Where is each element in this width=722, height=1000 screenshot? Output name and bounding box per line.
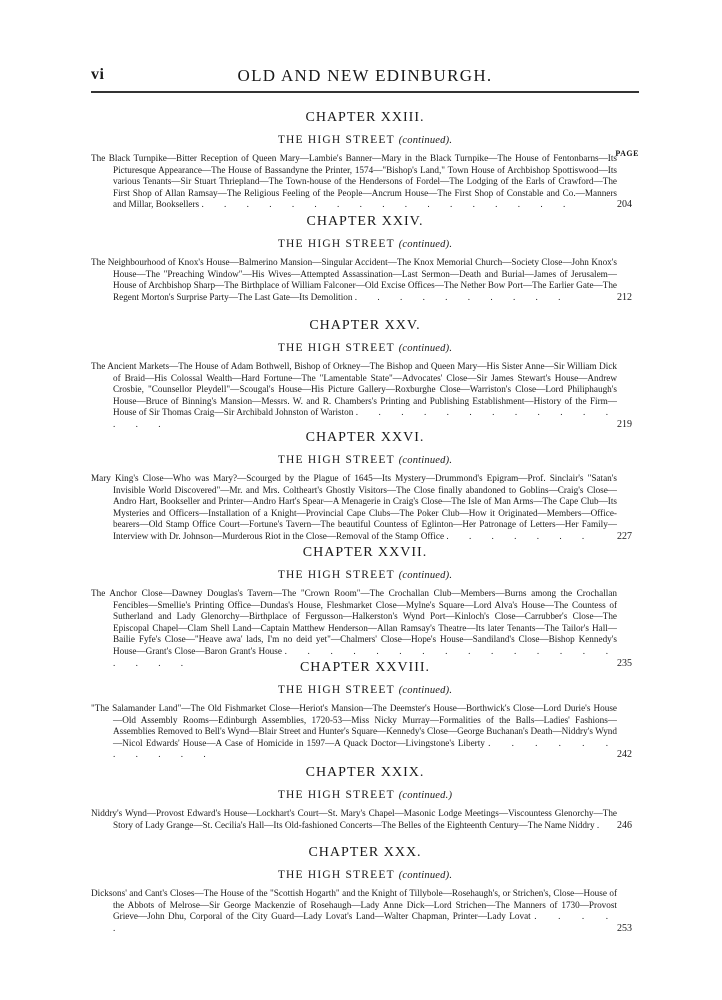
chapter-title: CHAPTER XXV. [309, 318, 421, 333]
chapter-xxiv [91, 214, 639, 303]
chapter-xxvii [91, 545, 639, 669]
chapter-subtitle: THE HIGH STREET (continued). [277, 342, 453, 354]
chapter-title: CHAPTER XXX. [308, 845, 422, 860]
chapter-subtitle: THE HIGH STREET (continued). [277, 238, 453, 250]
page-column-label: PAGE [615, 149, 639, 158]
chapter-summary: The Neighbourhood of Knox's House—Balmerino Mansion—Singular Accident—The Knox Memorial Church—Society Close—John Knox's House—The "Preaching Window"—His Wives—Attempted Assassination—Last Sermon—Death and Burial—James of Jerusalem—House of Archbishop Sharp—The Birthplace of William Falconer—Old Excise Offices—The Nether Bow Port—The Earlier Gate—The Regent Morton's Surprise Party—The Last Gate—Its Demolition . . . . . . . . . . 212 [91, 257, 632, 303]
chapter-summary: The Anchor Close—Dawney Douglas's Tavern—The "Crown Room"—The Crochallan Club—Members—Burns among the Crochallan Fencibles—Smellie's Printing Office—Dundas's House, Fleshmarket Close—Mylne's Square—Lord Alva's House—The Countess of Sutherland and Lady Glenorchy—Birthplace of Fergusson—Halkerston's Wynd Port—Kinloch's Close—Carrubber's Close—The Episcopal Chapel—Clam Shell Land—Captain Matthew Henderson—Allan Ramsay's Theatre—Its later Tenants—The Tailor's Hall—Bailie Fyfe's Close—"Heave awa' lads, I'm no deid yet"—Chalmers' Close—Hope's House—Sandiland's Close—Bishop Kennedy's House—Grant's Close—Baron Grant's House . . . . . . . . . . . . . . . . . . . 235 [91, 588, 632, 669]
chapter-subtitle: THE HIGH STREET (continued). [277, 869, 453, 881]
chapter-subtitle: THE HIGH STREET (continued). [277, 569, 453, 581]
chapter-summary: The Ancient Markets—The House of Adam Bothwell, Bishop of Orkney—The Bishop and Queen Mary—His Sister Anne—Sir William Dick of Braid—His Colossal Wealth—Hard Fortune—The "Lamentable State"—Advocates' Close—Sir James Stewart's House—Andrew Crosbie, "Counsellor Pleydell"—Scougal's House—His Picture Gallery—Roxburghe Close—Warriston's Close—Lord Philiphaugh's House—Bruce of Binning's Mansion—Messrs. W. and R. Chambers's Printing and Publishing Establishment—History of the Firm—House of Sir Thomas Craig—Sir Archibald Johnston of Wariston . . . . . . . . . . . . . . . 219 [91, 361, 632, 430]
chapter-summary: Dicksons' and Cant's Closes—The House of the "Scottish Hogarth" and the Knight of Tillybole—Rosehaugh's, or Strichen's, Close—House of the Abbots of Melrose—Sir George Mackenzie of Rosehaugh—Lady Anne Dick—Lord Strichen—The Manners of 1730—Provost Grieve—John Dhu, Corporal of the City Guard—Lady Lovat's Land—Walter Chapman, Printer—Lady Lovat . . . . . 253 [91, 888, 632, 934]
chapter-xxvi [91, 430, 639, 543]
chapter-title: CHAPTER XXVII. [302, 545, 428, 560]
chapter-xxiii [91, 110, 639, 211]
page-number: vi [91, 66, 105, 83]
chapter-title: CHAPTER XXIV. [306, 214, 424, 229]
chapter-xxviii [91, 660, 639, 761]
chapter-title: CHAPTER XXIII. [305, 110, 425, 125]
chapter-xxx [91, 845, 639, 934]
header-rule [91, 91, 639, 93]
chapter-title: CHAPTER XXVI. [305, 430, 425, 445]
chapter-summary: Mary King's Close—Who was Mary?—Scourged by the Plague of 1645—Its Mystery—Drummond's Epigram—Prof. Sinclair's "Satan's Invisible World Discovered"—Mr. and Mrs. Coltheart's Ghostly Visitors—The Close finally abandoned to Goblins—Craig's Close—Andro Hart, Bookseller and Printer—Andro Hart's Spear—A Menagerie in Craig's Close—The Isle of Man Arms—The Cape Club—Its Mysteries and Officers—Installation of a Knight—Provincial Cape Clubs—The Poker Club—How it Originated—Members—Office-bearers—Old Stamp Office Court—Fortune's Tavern—The beautiful Countess of Eglinton—Her Patronage of Letters—Her Family—Interview with Dr. Johnson—Murderous Riot in the Close—Removal of the Stamp Office . . . . . . . 227 [91, 473, 632, 542]
chapter-summary: "The Salamander Land"—The Old Fishmarket Close—Heriot's Mansion—The Deemster's House—Borthwick's Close—Lord Durie's House—Old Assembly Rooms—Edinburgh Assemblies, 1720-53—Miss Nicky Murray—Formalities of the Balls—Ladies' Fashions—Assemblies Removed to Bell's Wynd—Blair Street and Hunter's Square—Kennedy's Close—George Buchanan's Death—Niddry's Wynd—Nicol Edwards' House—A Case of Homicide in 1597—A Quack Doctor—Livingstone's Liberty . . . . . . . . . . . 242 [91, 703, 632, 761]
chapter-summary: The Black Turnpike—Bitter Reception of Queen Mary—Lambie's Banner—Mary in the Black Turnpike—The House of Fentonbarns—Its Picturesque Appearance—The House of Bassandyne the Printer, 1574—"Bishop's Land," Town House of Archbishop Spottiswood—Its various Tenants—Sir Stuart Thriepland—The Town-house of the Hendersons of Fordel—The Lodging of the Earls of Crawford—The First Shop of Allan Ramsay—The Religious Feeling of the People—Ancrum House—The First Shop of Constable and Co.—Manners and Millar, Booksellers . . . . . . . . . . . . . . . . . 204 [91, 153, 632, 211]
chapter-subtitle: THE HIGH STREET (continued.) [277, 789, 453, 801]
chapter-subtitle: THE HIGH STREET (continued). [277, 684, 453, 696]
chapter-xxv [91, 318, 639, 431]
chapter-subtitle: THE HIGH STREET (continued). [277, 454, 453, 466]
page-header [91, 66, 639, 90]
chapter-summary: Niddry's Wynd—Provost Edward's House—Lockhart's Court—St. Mary's Chapel—Masonic Lodge Meetings—Viscountess Glenorchy—The Story of Lady Grange—St. Cecilia's Hall—Its Old-fashioned Concerts—The Belles of the Eighteenth Century—The Name Niddry . 246 [91, 808, 632, 831]
chapter-title: CHAPTER XXIX. [305, 765, 425, 780]
chapter-title: CHAPTER XXVIII. [299, 660, 431, 675]
running-title: OLD AND NEW EDINBURGH. [237, 66, 493, 85]
chapter-xxix [91, 765, 639, 831]
chapter-subtitle: THE HIGH STREET (continued). [277, 134, 453, 146]
